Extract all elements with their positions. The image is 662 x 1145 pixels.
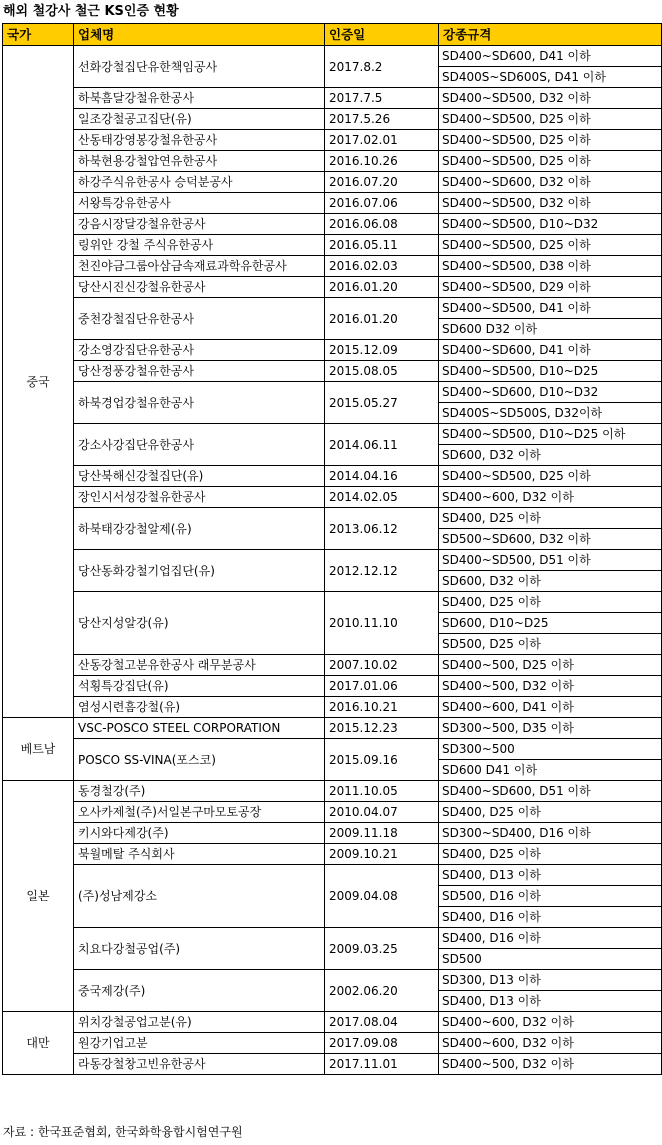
cert-date-cell: 2011.10.05 bbox=[325, 781, 439, 802]
page-title: 해외 철강사 철근 KS인증 현황 bbox=[3, 4, 179, 19]
table-row bbox=[3, 550, 662, 571]
company-cell: 서왕특강유한공사 bbox=[74, 193, 325, 214]
spec-cell: SD400S~SD500S, D32이하 bbox=[439, 403, 662, 424]
spec-cell: SD300~SD400, D16 이하 bbox=[439, 823, 662, 844]
table-row bbox=[3, 256, 662, 277]
table-row bbox=[3, 235, 662, 256]
spec-cell: SD400, D25 이하 bbox=[439, 508, 662, 529]
header-company: 업체명 bbox=[74, 24, 325, 46]
cert-date-cell: 2010.04.07 bbox=[325, 802, 439, 823]
spec-cell: SD400~SD500, D10~D25 bbox=[439, 361, 662, 382]
table-row bbox=[3, 361, 662, 382]
cert-date-cell: 2009.04.08 bbox=[325, 865, 439, 928]
company-cell: 치요다강철공업(주) bbox=[74, 928, 325, 970]
table-row bbox=[3, 109, 662, 130]
cert-date-cell: 2016.10.21 bbox=[325, 697, 439, 718]
spec-cell: SD400~600, D41 이하 bbox=[439, 697, 662, 718]
header-steel-spec: 강종규격 bbox=[439, 24, 662, 46]
cert-date-cell: 2009.10.21 bbox=[325, 844, 439, 865]
spec-cell: SD300~500 bbox=[439, 739, 662, 760]
table-row bbox=[3, 844, 662, 865]
cert-date-cell: 2017.01.06 bbox=[325, 676, 439, 697]
cert-date-cell: 2017.09.08 bbox=[325, 1033, 439, 1054]
table-row bbox=[3, 46, 662, 67]
spec-cell: SD400~SD500, D51 이하 bbox=[439, 550, 662, 571]
cert-date-cell: 2017.7.5 bbox=[325, 88, 439, 109]
spec-cell: SD400~SD500, D38 이하 bbox=[439, 256, 662, 277]
cert-date-cell: 2017.02.01 bbox=[325, 130, 439, 151]
company-cell: 당산북해신강철집단(유) bbox=[74, 466, 325, 487]
spec-cell: SD400~600, D32 이하 bbox=[439, 1033, 662, 1054]
spec-cell: SD400~SD500, D32 이하 bbox=[439, 193, 662, 214]
company-cell: VSC-POSCO STEEL CORPORATION bbox=[74, 718, 325, 739]
spec-cell: SD500 bbox=[439, 949, 662, 970]
spec-cell: SD400~SD500, D32 이하 bbox=[439, 88, 662, 109]
cert-date-cell: 2017.8.2 bbox=[325, 46, 439, 88]
cert-date-cell: 2015.09.16 bbox=[325, 739, 439, 781]
table-row bbox=[3, 802, 662, 823]
company-cell: (주)성남제강소 bbox=[74, 865, 325, 928]
cert-date-cell: 2016.02.03 bbox=[325, 256, 439, 277]
spec-cell: SD400~SD500, D29 이하 bbox=[439, 277, 662, 298]
table-row bbox=[3, 865, 662, 886]
company-cell: 중국제강(주) bbox=[74, 970, 325, 1012]
cert-date-cell: 2016.07.20 bbox=[325, 172, 439, 193]
table-row bbox=[3, 655, 662, 676]
table-row bbox=[3, 928, 662, 949]
spec-cell: SD400~500, D25 이하 bbox=[439, 655, 662, 676]
table-row bbox=[3, 466, 662, 487]
spec-cell: SD400~500, D32 이하 bbox=[439, 676, 662, 697]
table-row bbox=[3, 1012, 662, 1033]
company-cell: 하북경업강철유한공사 bbox=[74, 382, 325, 424]
table-row bbox=[3, 739, 662, 760]
spec-cell: SD300, D13 이하 bbox=[439, 970, 662, 991]
cert-date-cell: 2007.10.02 bbox=[325, 655, 439, 676]
spec-cell: SD400S~SD600S, D41 이하 bbox=[439, 67, 662, 88]
cert-date-cell: 2015.12.23 bbox=[325, 718, 439, 739]
table-row bbox=[3, 676, 662, 697]
company-cell: 하강주식유한공사 승덕분공사 bbox=[74, 172, 325, 193]
spec-cell: SD400, D25 이하 bbox=[439, 592, 662, 613]
cert-date-cell: 2014.02.05 bbox=[325, 487, 439, 508]
cert-date-cell: 2016.10.26 bbox=[325, 151, 439, 172]
spec-cell: SD600 D32 이하 bbox=[439, 319, 662, 340]
cert-date-cell: 2010.11.10 bbox=[325, 592, 439, 655]
cert-date-cell: 2016.07.06 bbox=[325, 193, 439, 214]
spec-cell: SD400~SD600, D41 이하 bbox=[439, 340, 662, 361]
spec-cell: SD400, D25 이하 bbox=[439, 844, 662, 865]
certification-table bbox=[2, 23, 662, 1075]
country-cell: 일본 bbox=[3, 781, 74, 1012]
company-cell: 장인시서성강철유한공사 bbox=[74, 487, 325, 508]
spec-cell: SD500, D16 이하 bbox=[439, 886, 662, 907]
spec-cell: SD400~600, D32 이하 bbox=[439, 487, 662, 508]
spec-cell: SD600, D32 이하 bbox=[439, 445, 662, 466]
company-cell: 위치강철공업고분(유) bbox=[74, 1012, 325, 1033]
table-row bbox=[3, 298, 662, 319]
company-cell: 북월메탈 주식회사 bbox=[74, 844, 325, 865]
company-cell: 염성시련흠강철(유) bbox=[74, 697, 325, 718]
spec-cell: SD400~SD600, D51 이하 bbox=[439, 781, 662, 802]
spec-cell: SD400, D16 이하 bbox=[439, 907, 662, 928]
company-cell: POSCO SS-VINA(포스코) bbox=[74, 739, 325, 781]
source-note: 자료 : 한국표준협회, 한국화학융합시험연구원 bbox=[3, 1125, 243, 1139]
cert-date-cell: 2014.04.16 bbox=[325, 466, 439, 487]
table-row bbox=[3, 193, 662, 214]
table-row bbox=[3, 592, 662, 613]
company-cell: 당산동화강철기업집단(유) bbox=[74, 550, 325, 592]
header-row bbox=[3, 24, 662, 46]
spec-cell: SD600, D32 이하 bbox=[439, 571, 662, 592]
cert-date-cell: 2002.06.20 bbox=[325, 970, 439, 1012]
table-row bbox=[3, 277, 662, 298]
table-row bbox=[3, 697, 662, 718]
spec-cell: SD300~500, D35 이하 bbox=[439, 718, 662, 739]
table-row bbox=[3, 382, 662, 403]
table-row bbox=[3, 970, 662, 991]
spec-cell: SD400~500, D32 이하 bbox=[439, 1054, 662, 1075]
country-cell: 중국 bbox=[3, 46, 74, 718]
spec-cell: SD600 D41 이하 bbox=[439, 760, 662, 781]
company-cell: 당산지성알강(유) bbox=[74, 592, 325, 655]
cert-date-cell: 2017.08.04 bbox=[325, 1012, 439, 1033]
company-cell: 링위안 강철 주식유한공사 bbox=[74, 235, 325, 256]
spec-cell: SD400~SD600, D41 이하 bbox=[439, 46, 662, 67]
spec-cell: SD400, D25 이하 bbox=[439, 802, 662, 823]
table-row bbox=[3, 487, 662, 508]
company-cell: 중천강철집단유한공사 bbox=[74, 298, 325, 340]
cert-date-cell: 2017.11.01 bbox=[325, 1054, 439, 1075]
header-country: 국가 bbox=[3, 24, 74, 46]
spec-cell: SD400~SD500, D25 이하 bbox=[439, 151, 662, 172]
spec-cell: SD400, D13 이하 bbox=[439, 865, 662, 886]
cert-date-cell: 2015.08.05 bbox=[325, 361, 439, 382]
cert-date-cell: 2016.01.20 bbox=[325, 298, 439, 340]
company-cell: 산동강철고분유한공사 래무분공사 bbox=[74, 655, 325, 676]
table-row bbox=[3, 1033, 662, 1054]
spec-cell: SD400, D13 이하 bbox=[439, 991, 662, 1012]
spec-cell: SD400~600, D32 이하 bbox=[439, 1012, 662, 1033]
country-cell: 베트남 bbox=[3, 718, 74, 781]
cert-date-cell: 2015.05.27 bbox=[325, 382, 439, 424]
cert-date-cell: 2009.11.18 bbox=[325, 823, 439, 844]
cert-date-cell: 2015.12.09 bbox=[325, 340, 439, 361]
company-cell: 당산정풍강철유한공사 bbox=[74, 361, 325, 382]
table-row bbox=[3, 172, 662, 193]
company-cell: 산동태강영봉강철유한공사 bbox=[74, 130, 325, 151]
table-row bbox=[3, 214, 662, 235]
header-cert-date: 인증일 bbox=[325, 24, 439, 46]
table-row bbox=[3, 130, 662, 151]
company-cell: 오사카제철(주)서일본구마모토공장 bbox=[74, 802, 325, 823]
company-cell: 라동강철창고빈유한공사 bbox=[74, 1054, 325, 1075]
table-row bbox=[3, 718, 662, 739]
company-cell: 하북태강강철알제(유) bbox=[74, 508, 325, 550]
spec-cell: SD500, D25 이하 bbox=[439, 634, 662, 655]
spec-cell: SD400~SD500, D25 이하 bbox=[439, 109, 662, 130]
company-cell: 강음시장달강철유한공사 bbox=[74, 214, 325, 235]
spec-cell: SD500~SD600, D32 이하 bbox=[439, 529, 662, 550]
table-row bbox=[3, 424, 662, 445]
table-row bbox=[3, 823, 662, 844]
cert-date-cell: 2013.06.12 bbox=[325, 508, 439, 550]
company-cell: 일조강철공고집단(유) bbox=[74, 109, 325, 130]
spec-cell: SD400~SD500, D41 이하 bbox=[439, 298, 662, 319]
company-cell: 동경철강(주) bbox=[74, 781, 325, 802]
country-cell: 대만 bbox=[3, 1012, 74, 1075]
table-row bbox=[3, 781, 662, 802]
company-cell: 키시와다제강(주) bbox=[74, 823, 325, 844]
spec-cell: SD400~SD500, D10~D32 bbox=[439, 214, 662, 235]
cert-date-cell: 2016.01.20 bbox=[325, 277, 439, 298]
company-cell: 천진야금그룹아삼금속재료과학유한공사 bbox=[74, 256, 325, 277]
company-cell: 석횡특강집단(유) bbox=[74, 676, 325, 697]
cert-date-cell: 2012.12.12 bbox=[325, 550, 439, 592]
spec-cell: SD400~SD500, D25 이하 bbox=[439, 235, 662, 256]
cert-date-cell: 2009.03.25 bbox=[325, 928, 439, 970]
cert-date-cell: 2016.05.11 bbox=[325, 235, 439, 256]
company-cell: 원강기업고분 bbox=[74, 1033, 325, 1054]
table-body bbox=[3, 46, 662, 1075]
company-cell: 강소영강집단유한공사 bbox=[74, 340, 325, 361]
spec-cell: SD400~SD500, D25 이하 bbox=[439, 466, 662, 487]
spec-cell: SD400~SD600, D32 이하 bbox=[439, 172, 662, 193]
spec-cell: SD400, D16 이하 bbox=[439, 928, 662, 949]
company-cell: 하북현용강철압연유한공사 bbox=[74, 151, 325, 172]
company-cell: 당산시진신강철유한공사 bbox=[74, 277, 325, 298]
spec-cell: SD400~SD500, D10~D25 이하 bbox=[439, 424, 662, 445]
cert-date-cell: 2017.5.26 bbox=[325, 109, 439, 130]
spec-cell: SD400~SD600, D10~D32 bbox=[439, 382, 662, 403]
table-row bbox=[3, 340, 662, 361]
spec-cell: SD600, D10~D25 bbox=[439, 613, 662, 634]
spec-cell: SD400~SD500, D25 이하 bbox=[439, 130, 662, 151]
company-cell: 강소사강집단유한공사 bbox=[74, 424, 325, 466]
company-cell: 하북흠달강철유한공사 bbox=[74, 88, 325, 109]
cert-date-cell: 2014.06.11 bbox=[325, 424, 439, 466]
cert-date-cell: 2016.06.08 bbox=[325, 214, 439, 235]
table-row bbox=[3, 88, 662, 109]
certification-table-wrapper bbox=[2, 23, 662, 1075]
company-cell: 선화강철집단유한책임공사 bbox=[74, 46, 325, 88]
table-row bbox=[3, 151, 662, 172]
table-row bbox=[3, 1054, 662, 1075]
table-row bbox=[3, 508, 662, 529]
